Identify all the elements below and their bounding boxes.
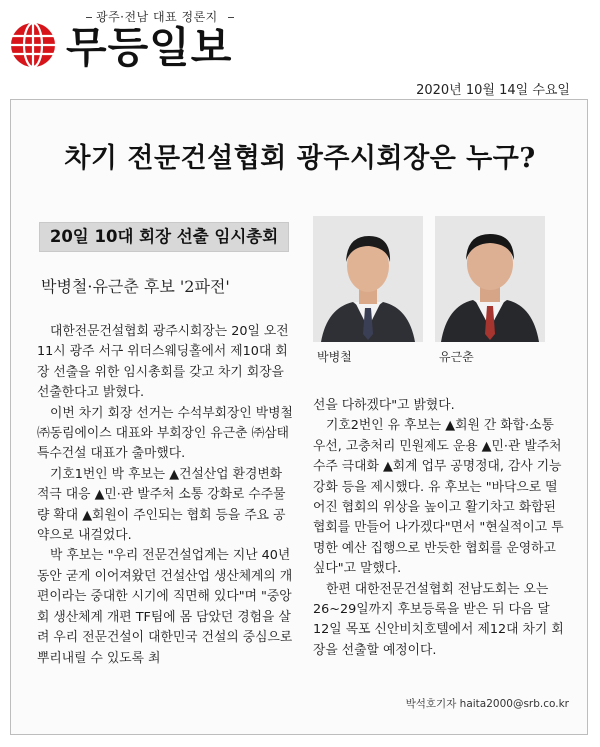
article-paragraph: 이번 차기 회장 선거는 수석부회장인 박병철 ㈜동림에이스 대표와 부회장인 유근춘 ㈜삼태특수건설 대표가 출마했다. [37, 405, 293, 462]
newspaper-tagline: 광주·전남 대표 정론지 [96, 10, 218, 24]
newspaper-header [0, 0, 600, 100]
article-paragraph: 기호1번인 박 후보는 ▲건설산업 환경변화 적극 대응 ▲민·관 발주처 소통 강화로 수주물량 확대 ▲회원이 주인되는 협회 등을 주요 공약으로 내걸었다. [37, 466, 286, 544]
globe-logo-icon [10, 22, 56, 68]
tagline-dash-left [86, 17, 92, 18]
photo-caption-park: 박병철 [317, 350, 352, 364]
candidate-photo-park [313, 216, 423, 342]
publication-date: 2020년 10월 14일 수요일 [416, 83, 570, 98]
newspaper-name: 무등일보 [66, 23, 233, 72]
article-paragraph: 대한전문건설협회 광주시회장는 20일 오전 11시 광주 서구 위더스웨딩홀에서 제10대 회장 선출을 위한 임시총회를 갖고 차기 회장을 선출한다고 밝혔다. [37, 324, 289, 401]
article-body-left-column [37, 322, 293, 669]
article-clipping [10, 99, 588, 735]
tagline-dash-right [228, 17, 234, 18]
article-subhead: 20일 10대 회장 선출 임시총회 [39, 222, 289, 252]
article-paragraph: 선을 다하겠다"고 밝혔다. [313, 398, 455, 413]
article-paragraph: 한편 대한전문건설협회 전남도회는 오는 26~29일까지 후보등록을 받은 뒤 다음 달 12일 목포 신안비치호텔에서 제12대 차기 회장을 선출할 예정이다. [313, 581, 564, 658]
article-paragraph: 박 후보는 "우리 전문건설업계는 지난 40년 동안 굳게 이어져왔던 건설산업 생산체계의 개편이라는 중대한 시기에 직면해 있다"며 "중앙회 생산체계 개편 TF팀에 몸 담았던 경험을 살려 우리 전문건설이 대한민국 건설의 중심으로 뿌리내릴 수 있도록 최 [37, 548, 293, 666]
article-subhead-2: 박병철·유근춘 후보 '2파전' [41, 277, 230, 296]
article-paragraph: 기호2번인 유 후보는 ▲회원 간 화합·소통 우선, 고충처리 민원제도 운용 ▲민·관 발주처 수주 극대화 ▲회계 업무 공명정대, 감사 기능 강화 등을 제시했다. 유 후보는 "바닥으로 떨어진 협회의 위상을 높이고 활기차고 화합된 협회를 만들어 나가겠다"면서 "현실적이고 투명한 예산 집행으로 반듯한 협회를 운영하고 싶다"고 말했다. [313, 418, 564, 577]
candidate-photo-yoo [435, 216, 545, 342]
article-body-right-column [313, 396, 569, 661]
article-byline: 박석호기자 haita2000@srb.co.kr [405, 698, 569, 710]
article-headline: 차기 전문건설협회 광주시회장은 누구? [64, 143, 536, 174]
photo-caption-yoo: 유근춘 [439, 350, 474, 364]
